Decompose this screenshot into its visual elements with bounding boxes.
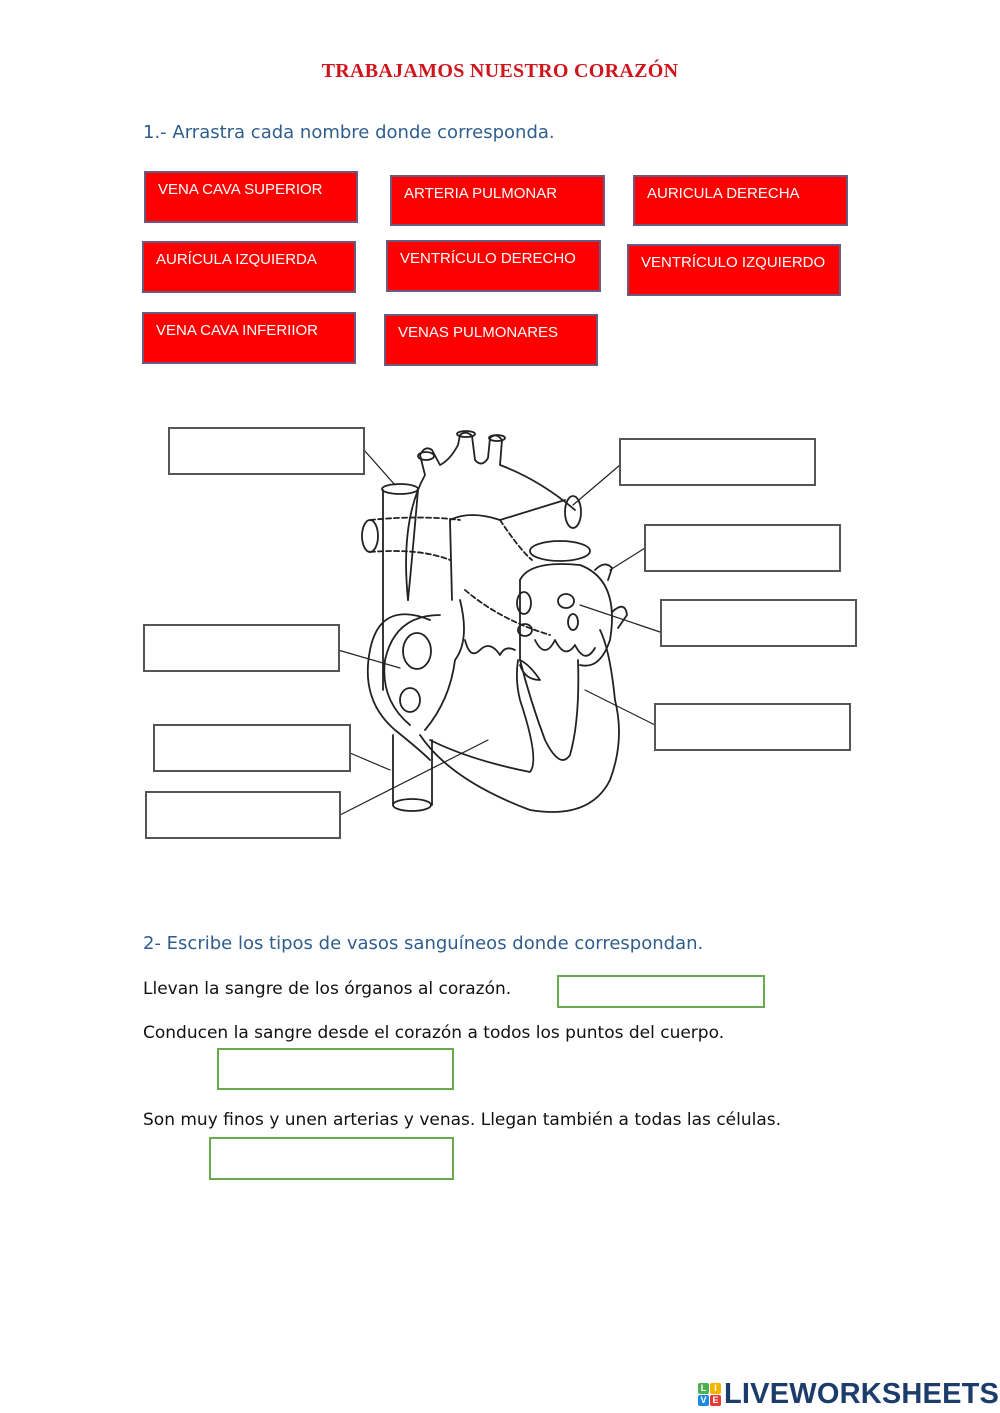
drag-chip-ventriculo-izquierdo[interactable]: VENTRÍCULO IZQUIERDO [627, 244, 841, 296]
question-3-text: Son muy finos y unen arterias y venas. Llegan también a todas las células. [143, 1110, 782, 1130]
page-title: TRABAJAMOS NUESTRO CORAZÓN [321, 60, 679, 82]
drop-zone-ventriculo-derecho[interactable] [145, 791, 341, 839]
answer-1-input[interactable] [557, 975, 765, 1008]
drag-chip-auricula-derecha[interactable]: AURICULA DERECHA [633, 175, 848, 226]
answer-3-input[interactable] [209, 1137, 454, 1180]
drop-zone-auricula-izquierda[interactable] [644, 524, 841, 572]
drag-chip-vena-cava-superior[interactable]: VENA CAVA SUPERIOR [144, 171, 358, 223]
answer-2-input[interactable] [217, 1048, 454, 1090]
drag-chip-auricula-izquierda[interactable]: AURÍCULA IZQUIERDA [142, 241, 356, 293]
drop-zone-venas-pulmonares[interactable] [660, 599, 857, 647]
drop-zone-vena-cava-inferior[interactable] [153, 724, 351, 772]
question-1-text: Llevan la sangre de los órganos al corazón. [143, 979, 512, 999]
logo-text: LIVEWORKSHEETS [724, 1378, 1000, 1410]
drop-zone-auricula-derecha[interactable] [143, 624, 340, 672]
drag-chip-vena-cava-inferior[interactable]: VENA CAVA INFERIIOR [142, 312, 356, 364]
drag-chip-arteria-pulmonar[interactable]: ARTERIA PULMONAR [390, 175, 605, 226]
question-2-text: Conducen la sangre desde el corazón a todos los puntos del cuerpo. [143, 1023, 725, 1043]
drag-chip-venas-pulmonares[interactable]: VENAS PULMONARES [384, 314, 598, 366]
drop-zone-ventriculo-izquierdo[interactable] [654, 703, 851, 751]
liveworksheets-logo [698, 1378, 999, 1411]
section2-instruction: 2- Escribe los tipos de vasos sanguíneos donde correspondan. [143, 933, 704, 954]
drop-zone-vena-cava-superior[interactable] [168, 427, 365, 475]
section1-instruction: 1.- Arrastra cada nombre donde corresponda. [143, 122, 555, 143]
drag-chip-ventriculo-derecho[interactable]: VENTRÍCULO DERECHO [386, 240, 601, 292]
live-logo-icon: L I V E [698, 1383, 721, 1406]
drop-zone-arteria-pulmonar[interactable] [619, 438, 816, 486]
